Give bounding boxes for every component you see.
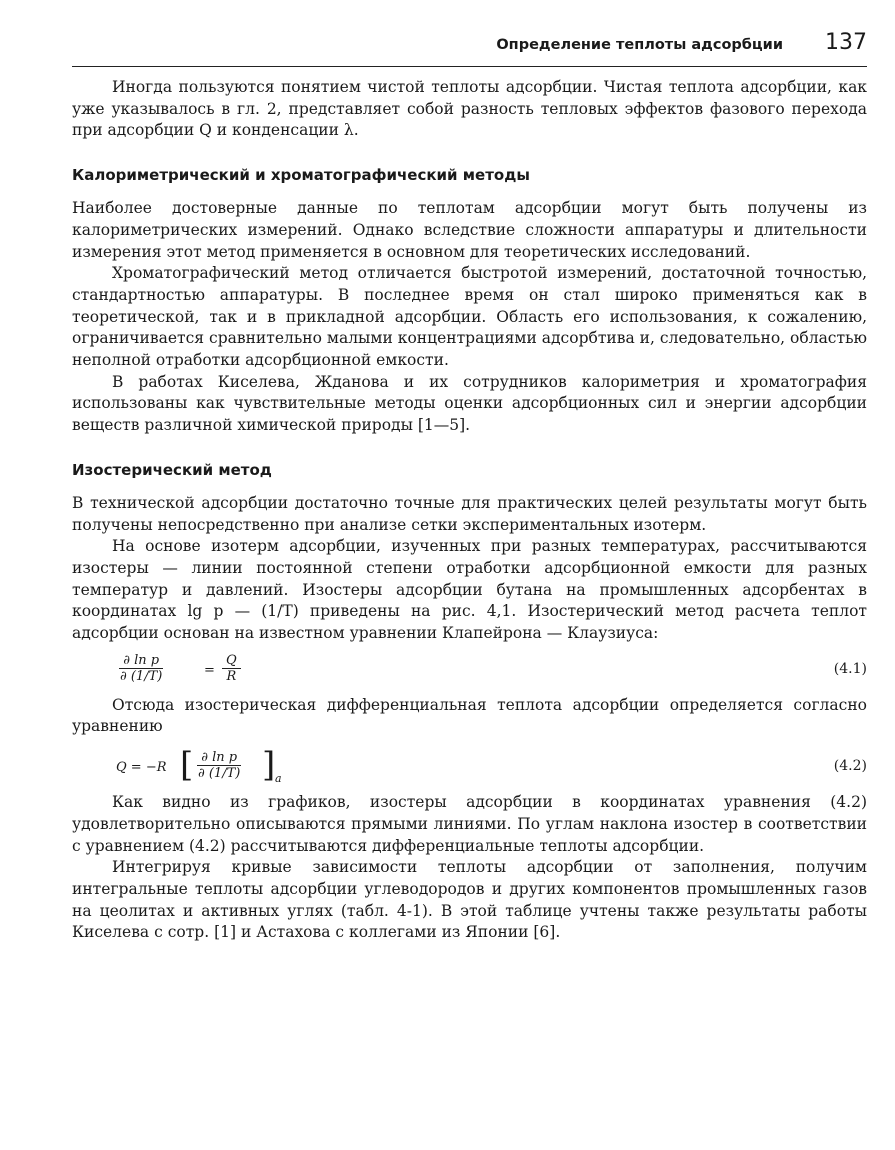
book-page xyxy=(72,30,867,944)
eq1-rhs-numerator: Q xyxy=(222,653,241,669)
eq2-numerator: ∂ ln p xyxy=(197,750,241,766)
intro-paragraph: Иногда пользуются понятием чистой теплоты адсорбции. Чистая теплота адсорбции, как уже указывалось в гл. 2, представляет собой разность тепловых эффектов фазового перехода при адсорбции Q и конденсации λ. xyxy=(72,78,867,140)
eq2-right-bracket: ] xyxy=(262,745,276,786)
paragraph: На основе изотерм адсорбции, изученных при разных температурах, рассчитываются изостеры — линии постоянной степени отработки адсорбционной емкости для разных температур и давлений. Изостеры адсорбции бутана на промышленных адсорбентах в координатах lg p — (1/T) приведены на рис. 4,1. Изостерический метод расчета теплот адсорбции основан на известном уравнении Клапейрона — Клаузиуса: xyxy=(72,537,867,643)
eq1-lhs-denominator: ∂ (1/T) xyxy=(120,668,163,684)
eq2-fraction xyxy=(194,750,244,781)
eq2-lhs: Q = −R xyxy=(116,760,167,776)
section-heading-calorimetric: Калориметрический и хроматографический методы xyxy=(72,166,530,185)
equation-4-2 xyxy=(72,744,867,790)
header-rule xyxy=(72,66,867,67)
eq1-rhs-fraction xyxy=(222,653,241,684)
paragraph: В работах Киселева, Жданова и их сотрудников калориметрия и хроматография использованы как чувствительные методы оценки адсорбционных сил и энергии адсорбции веществ различной химической природы [1—5]. xyxy=(72,372,867,435)
eq2-denominator: ∂ (1/T) xyxy=(198,766,241,782)
running-head xyxy=(72,30,867,60)
running-head-title: Определение теплоты адсорбции xyxy=(496,37,783,53)
equation-number: (4.1) xyxy=(833,660,867,677)
section-heading-isosteric: Изостерический метод xyxy=(72,460,272,479)
paragraph: Отсюда изостерическая дифференциальная теплота адсорбции определяется согласно уравнению xyxy=(72,695,867,736)
page-number: 137 xyxy=(825,30,867,55)
eq1-rhs-denominator: R xyxy=(226,668,237,684)
paragraph: Хроматографический метод отличается быстротой измерений, достаточной точностью, стандартностью аппаратуры. В последнее время он стал широко применяться как в теоретической, так и в прикладной адсорбции. Область его использования, к сожалению, ограничивается сравнительно малыми концентрациями адсорбтива и, следовательно, областью неполной отработки адсорбционной емкости. xyxy=(72,264,867,370)
eq1-lhs-fraction xyxy=(116,653,166,684)
eq1-lhs-numerator: ∂ ln p xyxy=(119,653,163,669)
eq2-subscript: a xyxy=(275,772,282,786)
eq2-left-bracket: [ xyxy=(180,745,194,786)
equation-4-1 xyxy=(72,647,867,693)
paragraph: Как видно из графиков, изостеры адсорбции в координатах уравнения (4.2) удовлетворительно описываются прямыми линиями. По углам наклона изостер в соответствии с уравнением (4.2) рассчитываются дифференциальные теплоты адсорбции. xyxy=(72,793,867,855)
paragraph: Наиболее достоверные данные по теплотам адсорбции могут быть получены из калориметрических измерений. Однако вследствие сложности аппаратуры и длительности измерения этот метод применяется в основном для теоретических исследований. xyxy=(72,199,867,261)
eq1-equals: = xyxy=(204,662,215,678)
equation-number: (4.2) xyxy=(833,758,867,775)
paragraph: Интегрируя кривые зависимости теплоты адсорбции от заполнения, получим интегральные теплоты адсорбции углеводородов и других компонентов промышленных газов на цеолитах и активных углях (табл. 4-1). В этой таблице учтены также результаты работы Киселева с сотр. [1] и Астахова с коллегами из Японии [6]. xyxy=(72,858,867,942)
paragraph: В технической адсорбции достаточно точные для практических целей результаты могут быть получены непосредственно при анализе сетки экспериментальных изотерм. xyxy=(72,493,867,534)
